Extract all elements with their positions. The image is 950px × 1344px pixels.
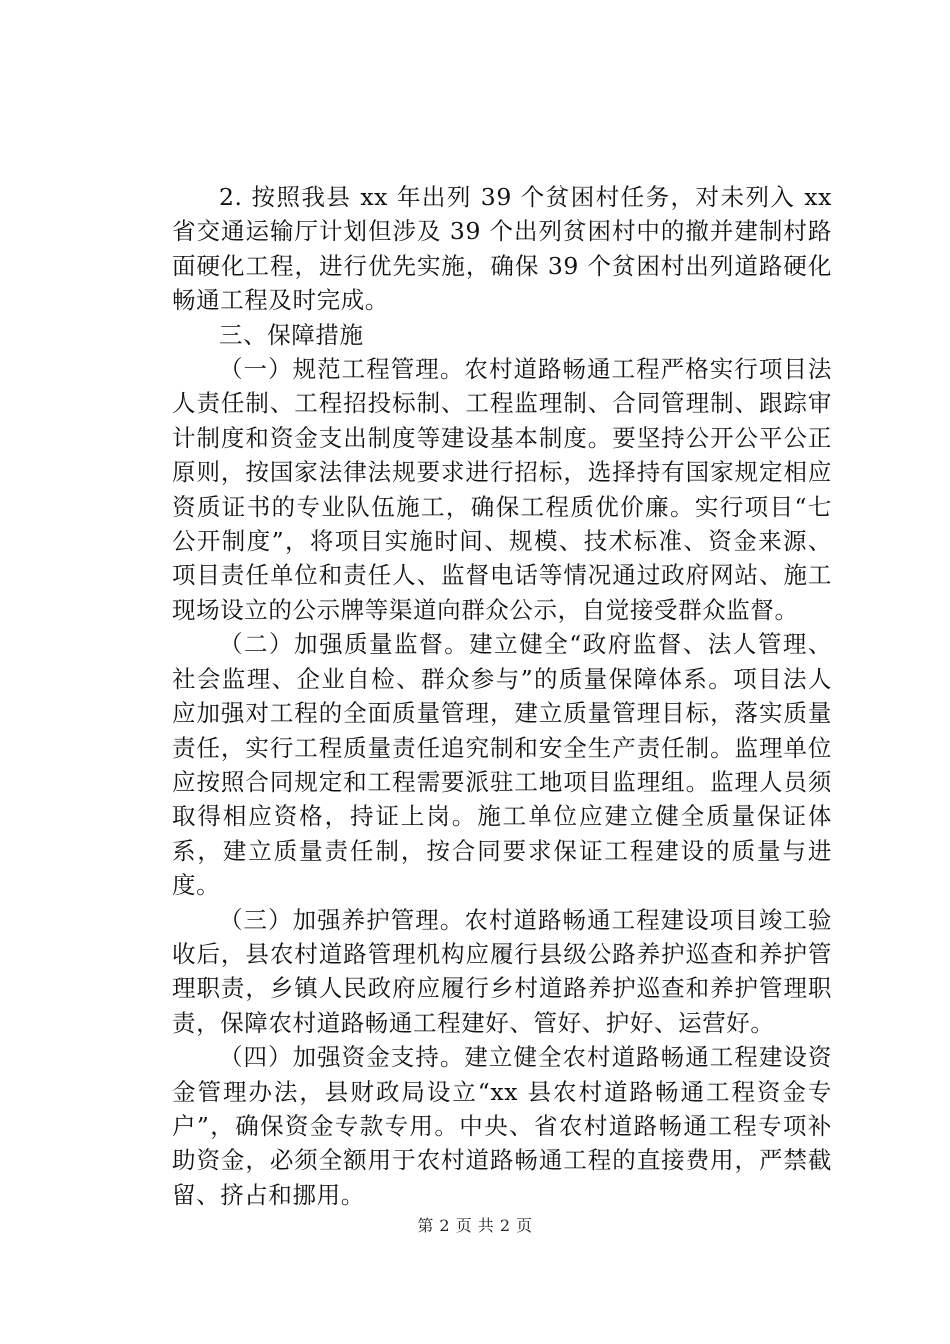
document-body [172,180,832,1212]
page-number-footer: 第 2 页 共 2 页 [417,1216,533,1235]
paragraph-quality-supervision: （二）加强质量监督。建立健全“政府监督、法人管理、社会监理、企业自检、群众参与”的质量保障体系。项目法人应加强对工程的全面质量管理，建立质量管理目标，落实质量责任，实行工程质量责任追究制和安全生产责任制。监理单位应按照合同规定和工程需要派驻工地项目监理组。监理人员须取得相应资格，持证上岗。施工单位应建立健全质量保证体系，建立质量责任制，按合同要求保证工程建设的质量与进度。 [172,630,832,900]
paragraph-funding-support: （四）加强资金支持。建立健全农村道路畅通工程建设资金管理办法，县财政局设立“xx 县农村道路畅通工程资金专户”，确保资金专款专用。中央、省农村道路畅通工程专项补助资金，必须全额用于农村道路畅通工程的直接费用，严禁截留、挤占和挪用。 [172,1043,832,1209]
paragraph-maintenance-management: （三）加强养护管理。农村道路畅通工程建设项目竣工验收后，县农村道路管理机构应履行县级公路养护巡查和养护管理职责，乡镇人民政府应履行乡村道路养护巡查和养护管理职责，保障农村道路畅通工程建好、管好、护好、运营好。 [172,905,832,1037]
paragraph-item-2: 2. 按照我县 xx 年出列 39 个贫困村任务，对未列入 xx 省交通运输厅计划但涉及 39 个出列贫困村中的撤并建制村路面硬化工程，进行优先实施，确保 39 个贫困村出列道路硬化畅通工程及时完成。 [172,183,832,315]
paragraph-project-management: （一）规范工程管理。农村道路畅通工程严格实行项目法人责任制、工程招投标制、工程监理制、合同管理制、跟踪审计制度和资金支出制度等建设基本制度。要坚持公开公平公正原则，按国家法律法规要求进行招标，选择持有国家规定相应资质证书的专业队伍施工，确保工程质优价廉。实行项目“七公开制度”，将项目实施时间、规模、技术标准、资金来源、项目责任单位和责任人、监督电话等情况通过政府网站、施工现场设立的公示牌等渠道向群众公示，自觉接受群众监督。 [172,355,832,624]
section-heading-safeguards: 三、保障措施 [219,320,364,349]
